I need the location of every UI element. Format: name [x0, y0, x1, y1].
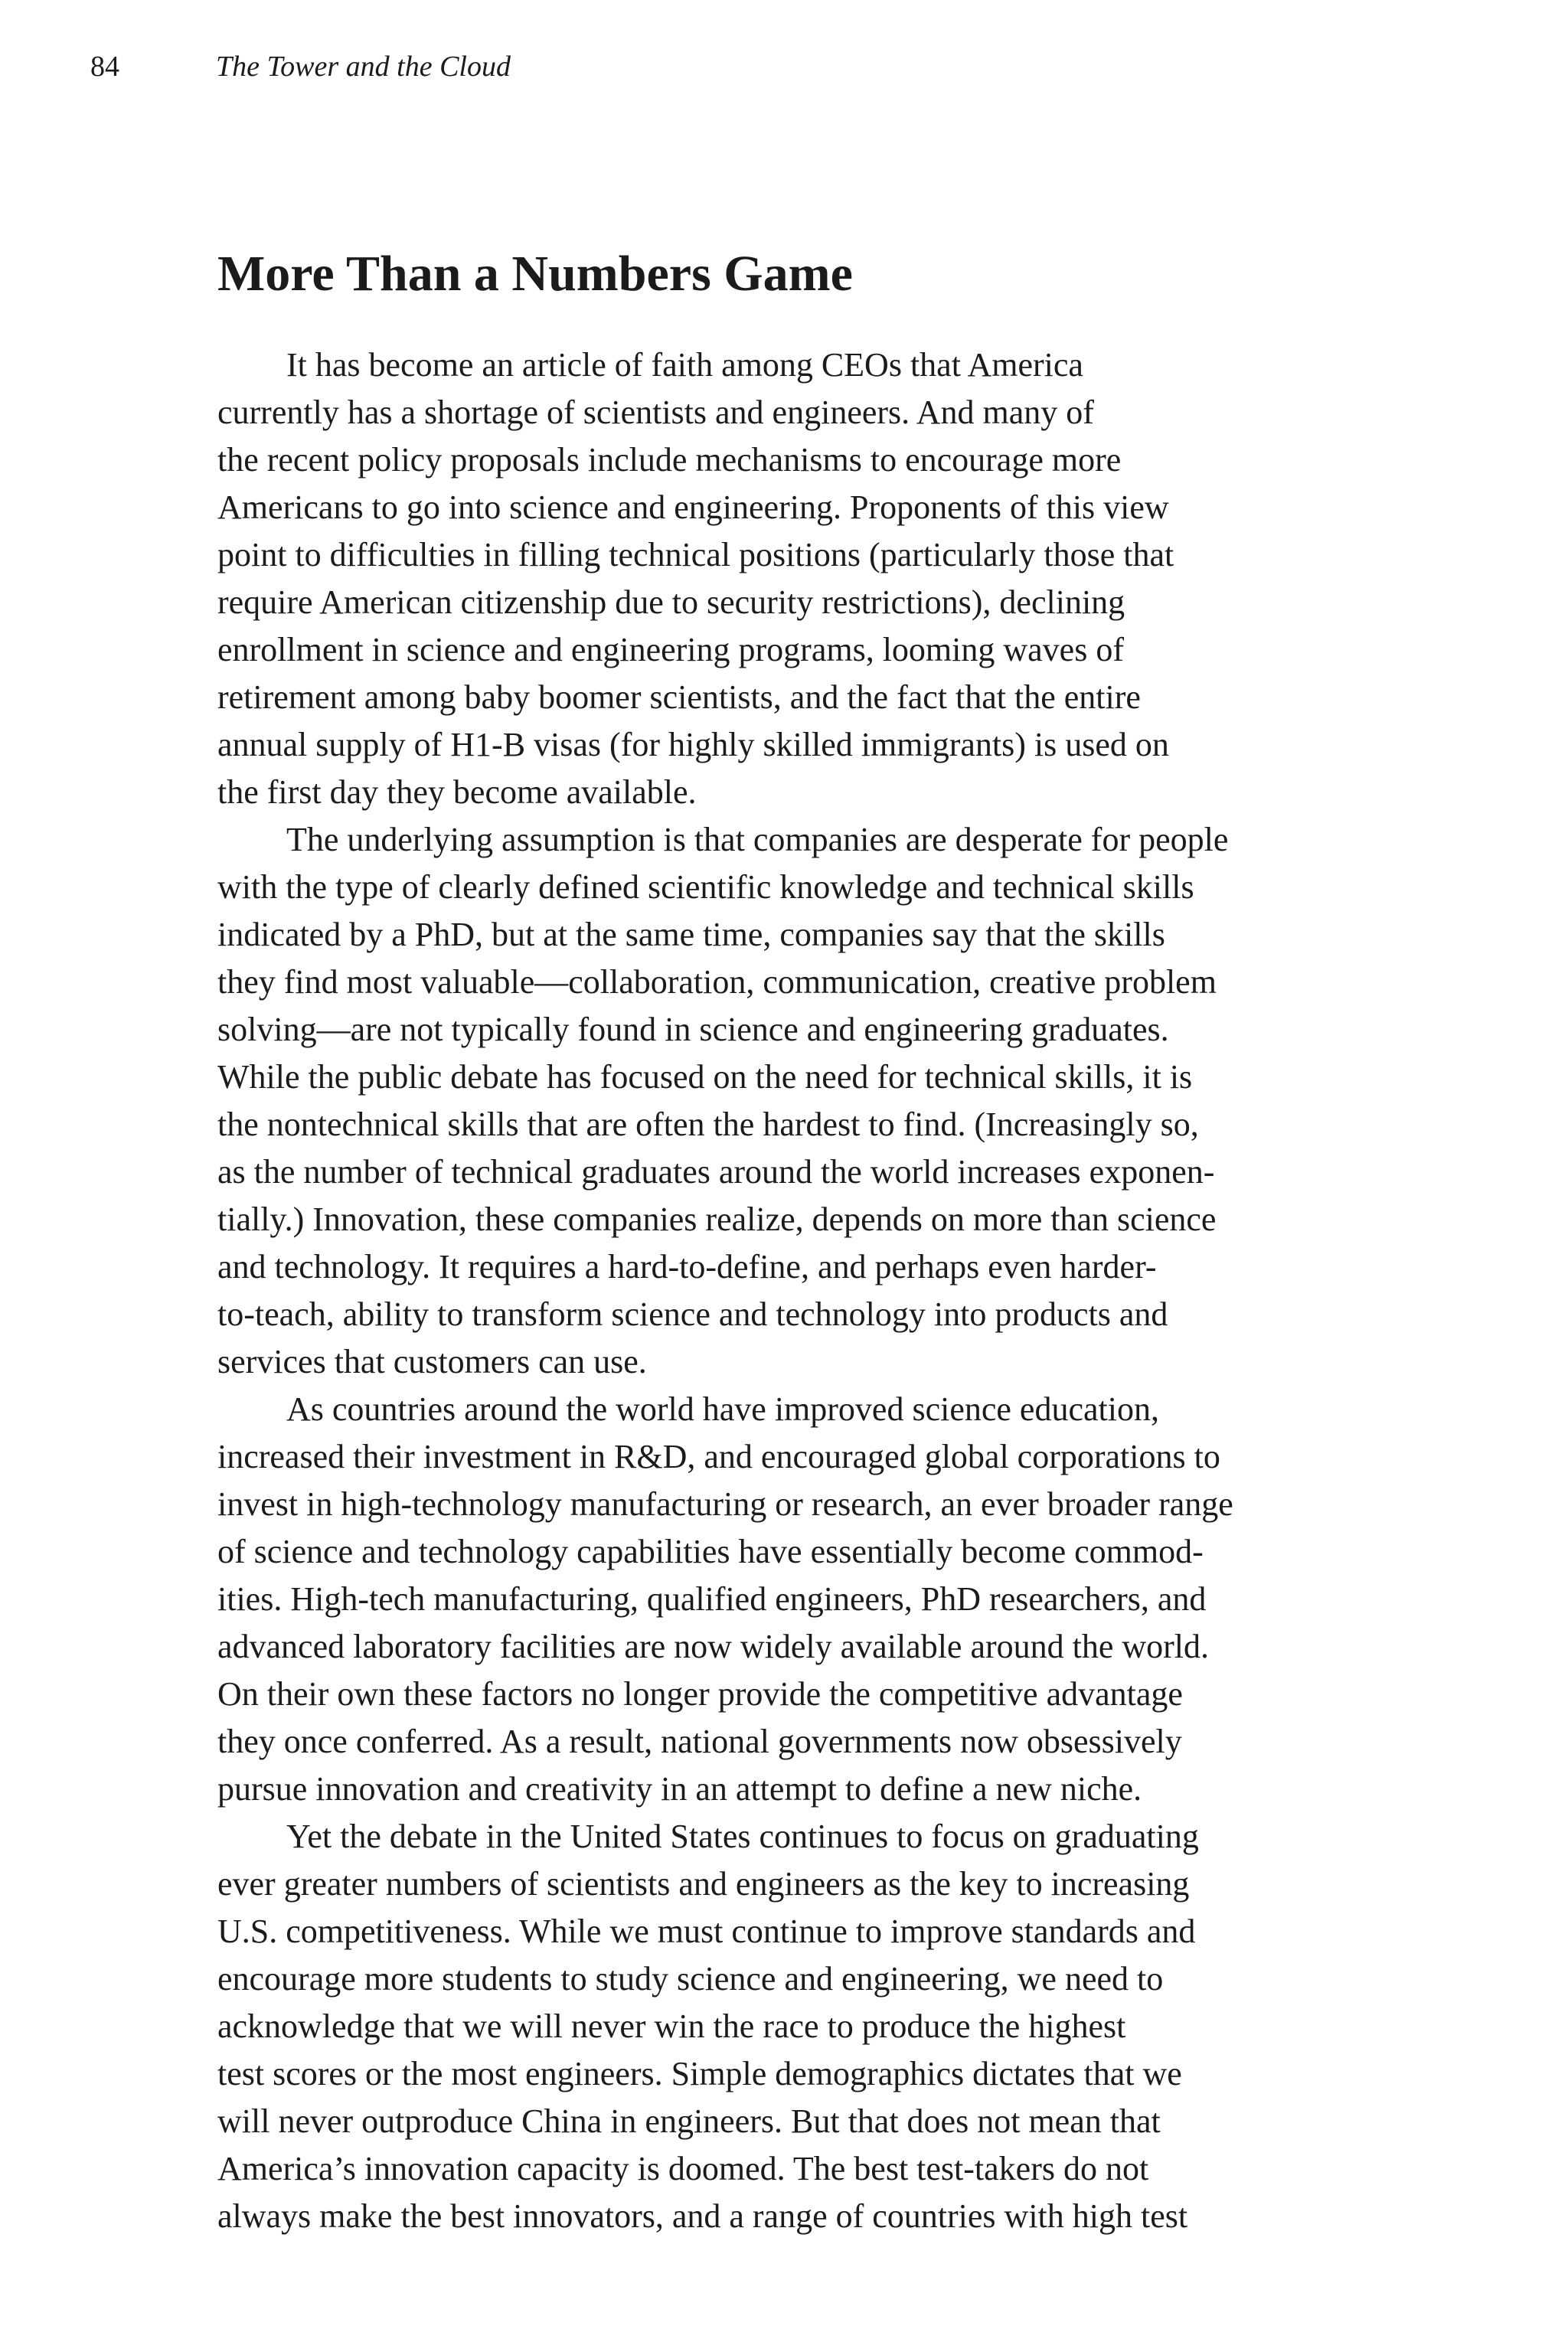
text-line: As countries around the world have improved science education,	[286, 1390, 1159, 1428]
text-line: indicated by a PhD, but at the same time, companies say that the skills	[217, 916, 1165, 953]
text-line: encourage more students to study science and engineering, we need to	[217, 1960, 1164, 1998]
text-line: On their own these factors no longer provide the competitive advantage	[217, 1675, 1183, 1713]
text-line: invest in high-technology manufacturing or research, an ever broader range	[217, 1485, 1233, 1523]
text-line: Yet the debate in the United States continues to focus on graduating	[286, 1818, 1199, 1855]
text-line: require American citizenship due to security restrictions), declining	[217, 583, 1125, 621]
text-line: the recent policy proposals include mechanisms to encourage more	[217, 441, 1122, 479]
text-line: U.S. competitiveness. While we must continue to improve standards and	[217, 1913, 1196, 1950]
text-line: services that customers can use.	[217, 1343, 647, 1380]
running-title: The Tower and the Cloud	[216, 51, 511, 83]
text-line: increased their investment in R&D, and encouraged global corporations to	[217, 1438, 1220, 1475]
text-line: test scores or the most engineers. Simple demographics dictates that we	[217, 2055, 1182, 2092]
text-line: the nontechnical skills that are often the hardest to find. (Increasingly so,	[217, 1106, 1199, 1143]
text-line: While the public debate has focused on the need for technical skills, it is	[217, 1058, 1193, 1096]
text-line: to-teach, ability to transform science and technology into products and	[217, 1295, 1168, 1333]
text-line: enrollment in science and engineering programs, looming waves of	[217, 631, 1124, 668]
paragraph-3	[217, 1386, 1351, 1813]
text-line: solving—are not typically found in science and engineering graduates.	[217, 1011, 1169, 1048]
section-title: More Than a Numbers Game	[217, 246, 853, 302]
text-line: acknowledge that we will never win the race to produce the highest	[217, 2007, 1126, 2045]
text-line: currently has a shortage of scientists and engineers. And many of	[217, 394, 1094, 431]
text-line: ever greater numbers of scientists and engineers as the key to increasing	[217, 1865, 1190, 1903]
text-line: retirement among baby boomer scientists, and the fact that the entire	[217, 678, 1141, 716]
text-line: with the type of clearly defined scientific knowledge and technical skills	[217, 868, 1194, 906]
text-line: always make the best innovators, and a range of countries with high test	[217, 2197, 1188, 2235]
text-line: and technology. It requires a hard-to-define, and perhaps even harder-	[217, 1248, 1157, 1285]
paragraph-4	[217, 1813, 1351, 2240]
text-line: of science and technology capabilities have essentially become commod-	[217, 1533, 1204, 1570]
text-line: advanced laboratory facilities are now widely available around the world.	[217, 1628, 1210, 1665]
text-line: Americans to go into science and engineering. Proponents of this view	[217, 488, 1169, 526]
text-line: It has become an article of faith among CEOs that America	[286, 346, 1083, 384]
text-line: point to difficulties in filling technical positions (particularly those that	[217, 536, 1174, 573]
paragraph-2	[217, 816, 1351, 1386]
paragraph-1	[217, 341, 1351, 816]
page-header	[0, 47, 1568, 93]
text-line: tially.) Innovation, these companies realize, depends on more than science	[217, 1200, 1217, 1238]
text-line: pursue innovation and creativity in an attempt to define a new niche.	[217, 1770, 1142, 1808]
page-number: 84	[90, 51, 119, 83]
text-line: the first day they become available.	[217, 773, 697, 811]
text-line: America’s innovation capacity is doomed. The best test-takers do not	[217, 2150, 1149, 2187]
text-line: annual supply of H1-B visas (for highly skilled immigrants) is used on	[217, 726, 1169, 763]
text-line: they find most valuable—collaboration, communication, creative problem	[217, 963, 1217, 1001]
body-text	[217, 341, 1351, 2240]
text-line: they once conferred. As a result, national governments now obsessively	[217, 1723, 1182, 1760]
text-line: as the number of technical graduates around the world increases exponen-	[217, 1153, 1215, 1191]
text-line: The underlying assumption is that companies are desperate for people	[286, 821, 1229, 858]
text-line: will never outproduce China in engineers. But that does not mean that	[217, 2102, 1161, 2140]
text-line: ities. High-tech manufacturing, qualified engineers, PhD researchers, and	[217, 1580, 1207, 1618]
